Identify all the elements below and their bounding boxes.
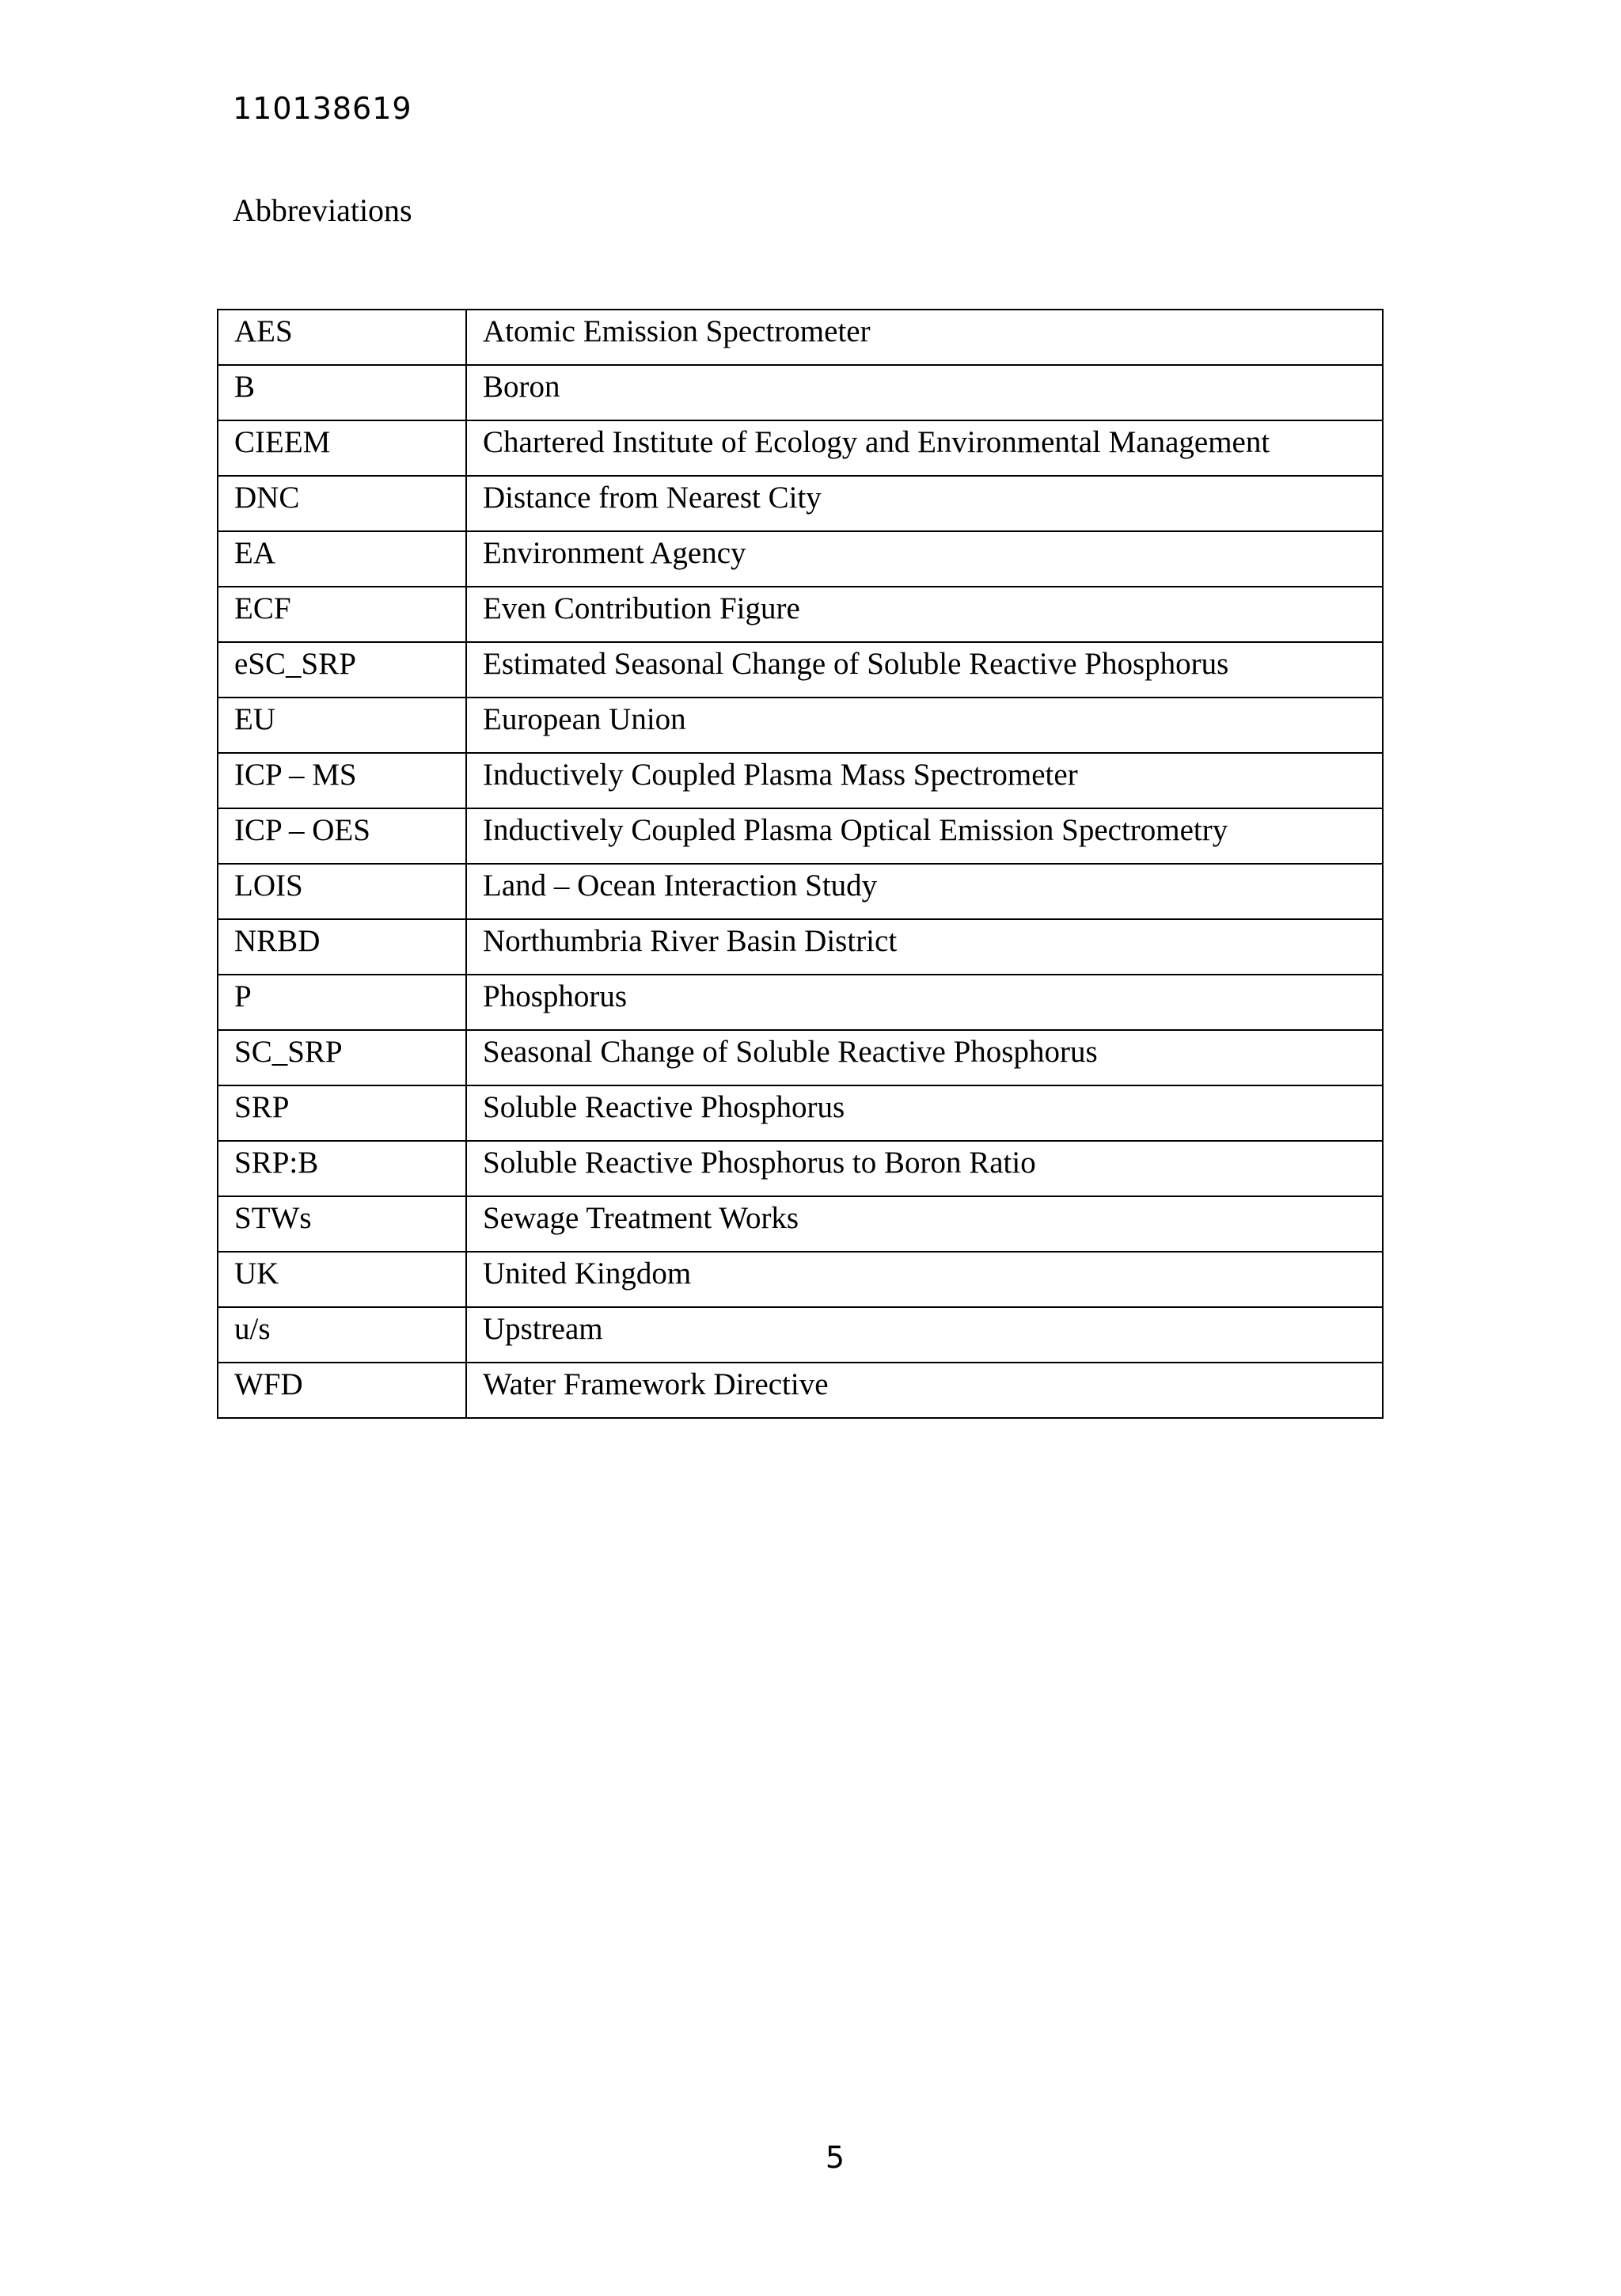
section-title: Abbreviations [233,192,412,228]
abbreviation-cell: SC_SRP [218,1030,466,1085]
abbreviation-cell: UK [218,1252,466,1307]
abbreviation-cell: CIEEM [218,420,466,476]
meaning-cell: Even Contribution Figure [466,587,1383,642]
abbreviation-cell: EU [218,698,466,753]
abbreviation-cell: NRBD [218,919,466,975]
abbreviation-cell: DNC [218,476,466,531]
meaning-cell: Soluble Reactive Phosphorus to Boron Ratio [466,1141,1383,1196]
meaning-cell: Phosphorus [466,975,1383,1030]
abbreviation-cell: LOIS [218,864,466,919]
table-row [218,698,1383,753]
abbreviation-cell: u/s [218,1307,466,1363]
abbreviation-cell: ICP – MS [218,753,466,808]
abbreviations-table [217,309,1384,1419]
meaning-cell: United Kingdom [466,1252,1383,1307]
meaning-cell: Upstream [466,1307,1383,1363]
table-row [218,1030,1383,1085]
page-number: 5 [825,2140,845,2175]
abbreviation-cell: STWs [218,1196,466,1252]
table-row [218,1307,1383,1363]
table-row [218,1141,1383,1196]
table-row [218,1252,1383,1307]
meaning-cell: Water Framework Directive [466,1363,1383,1418]
meaning-cell: Inductively Coupled Plasma Mass Spectrometer [466,753,1383,808]
abbreviation-cell: AES [218,310,466,365]
table-row [218,975,1383,1030]
meaning-cell: Land – Ocean Interaction Study [466,864,1383,919]
table-row [218,864,1383,919]
table-row [218,587,1383,642]
abbreviation-cell: eSC_SRP [218,642,466,698]
abbreviation-cell: P [218,975,466,1030]
abbreviations-table-body [218,310,1383,1418]
table-row [218,420,1383,476]
table-row [218,476,1383,531]
abbreviation-cell: ICP – OES [218,808,466,864]
table-row [218,531,1383,587]
meaning-cell: Northumbria River Basin District [466,919,1383,975]
document-id: 110138619 [233,91,412,126]
table-row [218,1363,1383,1418]
meaning-cell: Environment Agency [466,531,1383,587]
abbreviation-cell: ECF [218,587,466,642]
meaning-cell: Inductively Coupled Plasma Optical Emission Spectrometry [466,808,1383,864]
meaning-cell: Seasonal Change of Soluble Reactive Phosphorus [466,1030,1383,1085]
meaning-cell: Atomic Emission Spectrometer [466,310,1383,365]
table-row [218,1085,1383,1141]
abbreviation-cell: B [218,365,466,420]
table-row [218,1196,1383,1252]
table-row [218,310,1383,365]
meaning-cell: Chartered Institute of Ecology and Environmental Management [466,420,1383,476]
abbreviation-cell: EA [218,531,466,587]
meaning-cell: Estimated Seasonal Change of Soluble Reactive Phosphorus [466,642,1383,698]
abbreviation-cell: SRP:B [218,1141,466,1196]
meaning-cell: Distance from Nearest City [466,476,1383,531]
table-row [218,808,1383,864]
meaning-cell: Sewage Treatment Works [466,1196,1383,1252]
table-row [218,753,1383,808]
abbreviation-cell: SRP [218,1085,466,1141]
meaning-cell: Soluble Reactive Phosphorus [466,1085,1383,1141]
table-row [218,642,1383,698]
meaning-cell: European Union [466,698,1383,753]
meaning-cell: Boron [466,365,1383,420]
table-row [218,919,1383,975]
table-row [218,365,1383,420]
abbreviation-cell: WFD [218,1363,466,1418]
